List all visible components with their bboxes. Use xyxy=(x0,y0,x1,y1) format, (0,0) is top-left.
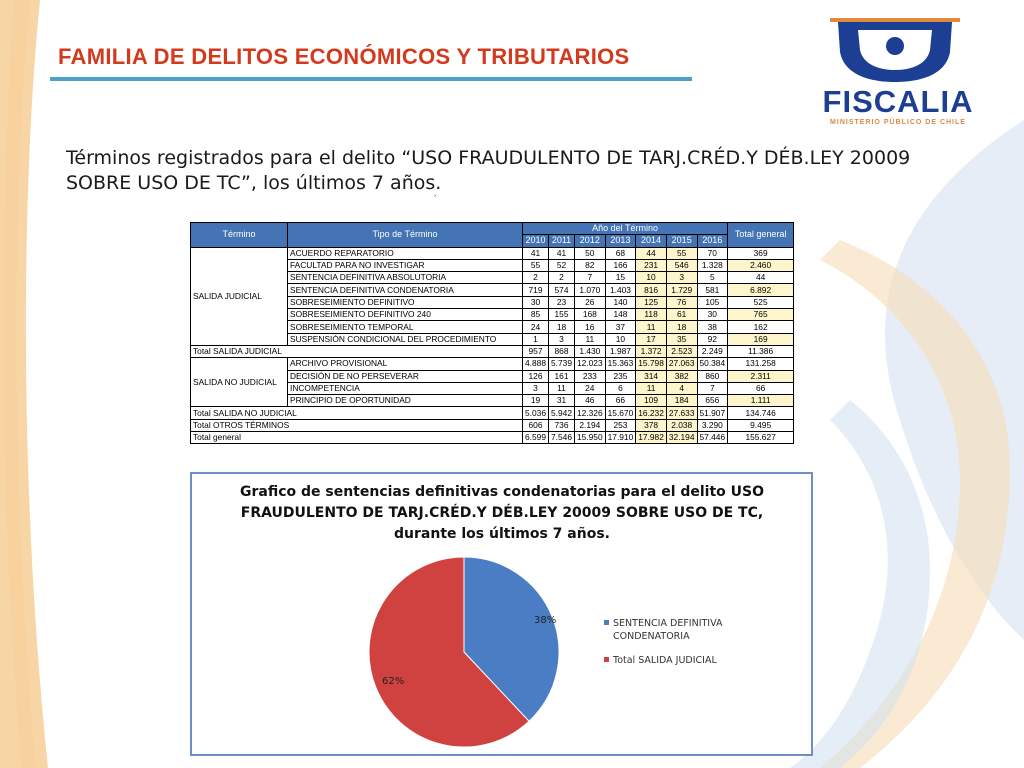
value-cell: 15.363 xyxy=(605,358,636,370)
pie-chart-panel xyxy=(190,472,813,756)
value-cell: 76 xyxy=(666,296,697,308)
value-cell: 12.326 xyxy=(575,407,606,419)
value-cell: 168 xyxy=(575,309,606,321)
value-cell: 314 xyxy=(636,370,667,382)
total-row-label: Total SALIDA NO JUDICIAL xyxy=(191,407,523,419)
total-row-label: Total SALIDA JUDICIAL xyxy=(191,345,523,357)
value-cell: 382 xyxy=(666,370,697,382)
year-header: 2015 xyxy=(666,235,697,247)
tipo-cell: DECISIÓN DE NO PERSEVERAR xyxy=(288,370,523,382)
year-header: 2016 xyxy=(697,235,728,247)
value-cell: 11 xyxy=(575,333,606,345)
total-cell: 155.627 xyxy=(728,432,794,444)
total-row-label: Total OTROS TÉRMINOS xyxy=(191,419,523,431)
value-cell: 1.403 xyxy=(605,284,636,296)
value-cell: 166 xyxy=(605,259,636,271)
value-cell: 12.023 xyxy=(575,358,606,370)
value-cell: 26 xyxy=(575,296,606,308)
tipo-cell: INCOMPETENCIA xyxy=(288,382,523,394)
value-cell: 6 xyxy=(605,382,636,394)
value-cell: 27.063 xyxy=(666,358,697,370)
total-row-label: Total general xyxy=(191,432,523,444)
value-cell: 2.038 xyxy=(666,419,697,431)
value-cell: 35 xyxy=(666,333,697,345)
value-cell: 1 xyxy=(523,333,549,345)
value-cell: 235 xyxy=(605,370,636,382)
legend-label: Total SALIDA JUDICIAL xyxy=(613,655,717,666)
table-body xyxy=(191,247,794,444)
tipo-cell: SENTENCIA DEFINITIVA ABSOLUTORIA xyxy=(288,272,523,284)
slice-data-label: 38% xyxy=(534,615,557,626)
value-cell: 3 xyxy=(666,272,697,284)
value-cell: 6.599 xyxy=(523,432,549,444)
tipo-cell: ARCHIVO PROVISIONAL xyxy=(288,358,523,370)
total-cell: 169 xyxy=(728,333,794,345)
value-cell: 30 xyxy=(697,309,728,321)
value-cell: 4 xyxy=(666,382,697,394)
legend-swatch xyxy=(604,657,609,662)
tipo-cell: SOBRESEIMIENTO DEFINITIVO 240 xyxy=(288,309,523,321)
tipo-cell: PRINCIPIO DE OPORTUNIDAD xyxy=(288,395,523,407)
value-cell: 3.290 xyxy=(697,419,728,431)
value-cell: 1.328 xyxy=(697,259,728,271)
col-header-total: Total general xyxy=(728,223,794,248)
value-cell: 126 xyxy=(523,370,549,382)
value-cell: 155 xyxy=(549,309,575,321)
value-cell: 51.907 xyxy=(697,407,728,419)
chart-title-line: Grafico de sentencias definitivas condenatorias para el delito USO xyxy=(239,484,765,500)
value-cell: 17 xyxy=(636,333,667,345)
value-cell: 44 xyxy=(636,247,667,259)
value-cell: 41 xyxy=(549,247,575,259)
value-cell: 70 xyxy=(697,247,728,259)
row-group-label: SALIDA JUDICIAL xyxy=(191,247,288,345)
value-cell: 18 xyxy=(549,321,575,333)
value-cell: 19 xyxy=(523,395,549,407)
value-cell: 5 xyxy=(697,272,728,284)
total-cell: 66 xyxy=(728,382,794,394)
total-cell: 11.386 xyxy=(728,345,794,357)
total-cell: 6.892 xyxy=(728,284,794,296)
col-header-anio: Año del Término xyxy=(523,223,728,235)
section-subtitle: Términos registrados para el delito “USO FRAUDULENTO DE TARJ.CRÉD.Y DÉB.LEY 20009 SOBRE USO DE TC”, los últimos 7 años. xyxy=(66,147,911,194)
value-cell: 55 xyxy=(523,259,549,271)
value-cell: 17.982 xyxy=(636,432,667,444)
value-cell: 15 xyxy=(605,272,636,284)
value-cell: 860 xyxy=(697,370,728,382)
tipo-cell: SENTENCIA DEFINITIVA CONDENATORIA xyxy=(288,284,523,296)
logo-wordmark: FISCALIA xyxy=(822,84,974,119)
value-cell: 10 xyxy=(636,272,667,284)
tipo-cell: ACUERDO REPARATORIO xyxy=(288,247,523,259)
terminos-table xyxy=(190,222,794,444)
value-cell: 2.249 xyxy=(697,345,728,357)
value-cell: 30 xyxy=(523,296,549,308)
value-cell: 231 xyxy=(636,259,667,271)
value-cell: 574 xyxy=(549,284,575,296)
value-cell: 3 xyxy=(523,382,549,394)
value-cell: 23 xyxy=(549,296,575,308)
stray-mark: ´ xyxy=(434,194,437,204)
value-cell: 2 xyxy=(523,272,549,284)
value-cell: 105 xyxy=(697,296,728,308)
total-cell: 9.495 xyxy=(728,419,794,431)
value-cell: 7 xyxy=(697,382,728,394)
year-header: 2011 xyxy=(549,235,575,247)
total-cell: 131.258 xyxy=(728,358,794,370)
value-cell: 816 xyxy=(636,284,667,296)
value-cell: 148 xyxy=(605,309,636,321)
table-row xyxy=(191,358,794,370)
value-cell: 118 xyxy=(636,309,667,321)
value-cell: 18 xyxy=(666,321,697,333)
col-header-tipo: Tipo de Término xyxy=(288,223,523,248)
value-cell: 581 xyxy=(697,284,728,296)
col-header-termino: Término xyxy=(191,223,288,248)
value-cell: 125 xyxy=(636,296,667,308)
page-title: FAMILIA DE DELITOS ECONÓMICOS Y TRIBUTARIOS xyxy=(58,44,630,69)
year-header: 2013 xyxy=(605,235,636,247)
year-header: 2014 xyxy=(636,235,667,247)
value-cell: 15.670 xyxy=(605,407,636,419)
value-cell: 1.070 xyxy=(575,284,606,296)
value-cell: 11 xyxy=(636,321,667,333)
value-cell: 41 xyxy=(523,247,549,259)
table-total-row xyxy=(191,419,794,431)
value-cell: 253 xyxy=(605,419,636,431)
value-cell: 161 xyxy=(549,370,575,382)
value-cell: 38 xyxy=(697,321,728,333)
value-cell: 2.523 xyxy=(666,345,697,357)
value-cell: 656 xyxy=(697,395,728,407)
value-cell: 52 xyxy=(549,259,575,271)
total-cell: 369 xyxy=(728,247,794,259)
total-cell: 1.111 xyxy=(728,395,794,407)
row-group-label: SALIDA NO JUDICIAL xyxy=(191,358,288,407)
total-cell: 2.311 xyxy=(728,370,794,382)
value-cell: 32.194 xyxy=(666,432,697,444)
value-cell: 868 xyxy=(549,345,575,357)
value-cell: 46 xyxy=(575,395,606,407)
legend-swatch xyxy=(604,620,609,625)
value-cell: 15.950 xyxy=(575,432,606,444)
value-cell: 68 xyxy=(605,247,636,259)
chart-title-line: FRAUDULENTO DE TARJ.CRÉD.Y DÉB.LEY 20009 SOBRE USO DE TC, xyxy=(240,505,764,521)
value-cell: 3 xyxy=(549,333,575,345)
total-cell: 44 xyxy=(728,272,794,284)
year-header: 2010 xyxy=(523,235,549,247)
tipo-cell: SOBRESEIMIENTO DEFINITIVO xyxy=(288,296,523,308)
value-cell: 16 xyxy=(575,321,606,333)
table-row xyxy=(191,247,794,259)
table-total-row xyxy=(191,407,794,419)
tipo-cell: SUSPENSIÓN CONDICIONAL DEL PROCEDIMIENTO xyxy=(288,333,523,345)
tipo-cell: SOBRESEIMIENTO TEMPORAL xyxy=(288,321,523,333)
value-cell: 7 xyxy=(575,272,606,284)
legend-label: SENTENCIA DEFINITIVA xyxy=(613,618,723,629)
pie-chart xyxy=(192,474,811,754)
value-cell: 5.942 xyxy=(549,407,575,419)
value-cell: 16.232 xyxy=(636,407,667,419)
value-cell: 2 xyxy=(549,272,575,284)
table-total-row xyxy=(191,432,794,444)
slice-data-label: 62% xyxy=(382,676,405,687)
value-cell: 1.729 xyxy=(666,284,697,296)
value-cell: 85 xyxy=(523,309,549,321)
value-cell: 1.372 xyxy=(636,345,667,357)
value-cell: 1.987 xyxy=(605,345,636,357)
value-cell: 2.194 xyxy=(575,419,606,431)
value-cell: 5.036 xyxy=(523,407,549,419)
value-cell: 55 xyxy=(666,247,697,259)
value-cell: 61 xyxy=(666,309,697,321)
value-cell: 5.739 xyxy=(549,358,575,370)
value-cell: 24 xyxy=(523,321,549,333)
value-cell: 109 xyxy=(636,395,667,407)
total-cell: 134.746 xyxy=(728,407,794,419)
value-cell: 11 xyxy=(636,382,667,394)
value-cell: 50 xyxy=(575,247,606,259)
value-cell: 31 xyxy=(549,395,575,407)
value-cell: 7.546 xyxy=(549,432,575,444)
value-cell: 719 xyxy=(523,284,549,296)
value-cell: 24 xyxy=(575,382,606,394)
value-cell: 66 xyxy=(605,395,636,407)
value-cell: 57.446 xyxy=(697,432,728,444)
value-cell: 82 xyxy=(575,259,606,271)
value-cell: 140 xyxy=(605,296,636,308)
chart-title-line: durante los últimos 7 años. xyxy=(394,526,610,542)
title-underline xyxy=(50,77,692,81)
value-cell: 546 xyxy=(666,259,697,271)
value-cell: 92 xyxy=(697,333,728,345)
value-cell: 10 xyxy=(605,333,636,345)
year-header: 2012 xyxy=(575,235,606,247)
value-cell: 15.798 xyxy=(636,358,667,370)
value-cell: 957 xyxy=(523,345,549,357)
value-cell: 184 xyxy=(666,395,697,407)
value-cell: 50.384 xyxy=(697,358,728,370)
value-cell: 4.888 xyxy=(523,358,549,370)
legend-label: CONDENATORIA xyxy=(613,631,690,642)
value-cell: 11 xyxy=(549,382,575,394)
total-cell: 162 xyxy=(728,321,794,333)
value-cell: 17.910 xyxy=(605,432,636,444)
value-cell: 606 xyxy=(523,419,549,431)
value-cell: 27.633 xyxy=(666,407,697,419)
value-cell: 378 xyxy=(636,419,667,431)
table-total-row xyxy=(191,345,794,357)
logo-subtitle: MINISTERIO PÚBLICO DE CHILE xyxy=(830,119,966,126)
total-cell: 525 xyxy=(728,296,794,308)
value-cell: 233 xyxy=(575,370,606,382)
total-cell: 2.460 xyxy=(728,259,794,271)
value-cell: 37 xyxy=(605,321,636,333)
tipo-cell: FACULTAD PARA NO INVESTIGAR xyxy=(288,259,523,271)
value-cell: 736 xyxy=(549,419,575,431)
total-cell: 765 xyxy=(728,309,794,321)
value-cell: 1.430 xyxy=(575,345,606,357)
